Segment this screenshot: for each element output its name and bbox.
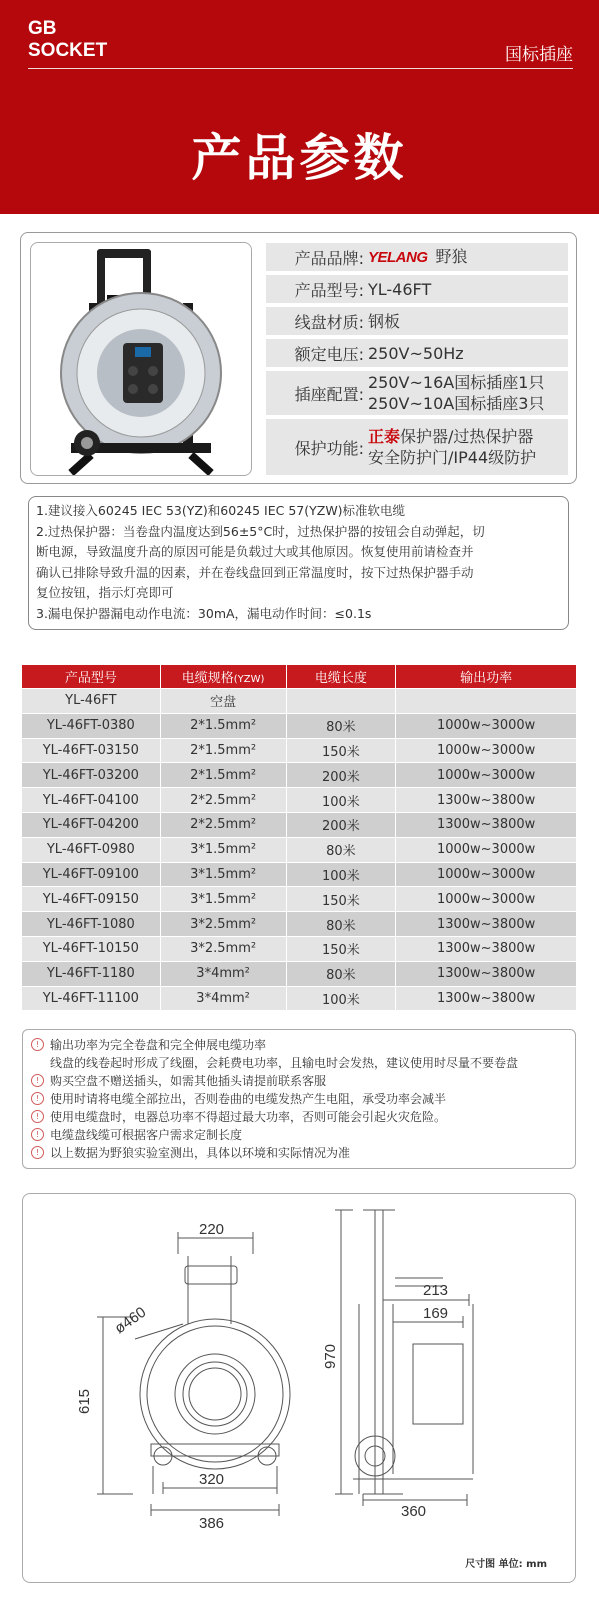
- note-line: 确认已排除导致升温的因素，并在卷线盘回到正常温度时，按下过热保护器手动: [36, 564, 474, 580]
- cell-model: YL-46FT-0380: [22, 713, 161, 738]
- cell-power: 1300w~3800w: [396, 812, 577, 837]
- spec-label: 产品品牌:: [294, 248, 364, 268]
- remark-text: 购买空盘不赠送插头，如需其他插头请提前联系客服: [50, 1074, 327, 1088]
- cell-length: 80米: [286, 961, 396, 986]
- remarks-panel: [22, 1029, 576, 1169]
- note-line: 复位按钮，指示灯亮即可: [36, 585, 174, 600]
- table-row: [22, 887, 577, 912]
- model-table: [21, 664, 577, 1011]
- cell-cable-spec: 3*2.5mm²: [160, 936, 286, 961]
- cell-model: YL-46FT-03150: [22, 738, 161, 763]
- spec-row-socket: [266, 371, 568, 415]
- cell-power: 1000w~3000w: [396, 862, 577, 887]
- spec-label: 额定电压:: [294, 344, 364, 364]
- spec-row-protection: [266, 419, 568, 475]
- dim-front-base-inner: 320: [199, 1471, 225, 1488]
- dim-front-base-outer: 386: [199, 1515, 225, 1532]
- cell-power: 1000w~3000w: [396, 887, 577, 912]
- note-line: 2.过热保护器：当卷盘内温度达到56±5°C时，过热保护器的按钮会自动弹起，切: [36, 523, 485, 539]
- warning-icon: !: [31, 1038, 44, 1051]
- cell-cable-spec: 3*1.5mm²: [160, 837, 286, 862]
- cell-model: YL-46FT-09100: [22, 862, 161, 887]
- dim-side-height: 970: [322, 1343, 339, 1369]
- dimension-caption: 尺寸图 单位: mm: [465, 1559, 547, 1570]
- warning-icon: !: [31, 1128, 44, 1141]
- spec-value: [364, 246, 468, 268]
- cell-model: YL-46FT-11100: [22, 986, 161, 1011]
- cell-length: 150米: [286, 738, 396, 763]
- spec-value: 250V~50Hz: [368, 343, 464, 363]
- cell-cable-spec: 2*1.5mm²: [160, 763, 286, 788]
- remark-item: [31, 1144, 575, 1162]
- col-header-model: 产品型号: [22, 665, 161, 689]
- cell-power: 1300w~3800w: [396, 788, 577, 813]
- brand-logo: [28, 18, 107, 62]
- cell-model: YL-46FT-1180: [22, 961, 161, 986]
- table-row: [22, 961, 577, 986]
- table-header-row: [22, 665, 577, 689]
- cell-power: 1000w~3000w: [396, 837, 577, 862]
- header-banner: [0, 0, 599, 214]
- table-row: [22, 912, 577, 937]
- brand-logo-text: YELANG: [368, 249, 428, 266]
- cell-model: YL-46FT: [22, 689, 161, 714]
- cell-length: 200米: [286, 812, 396, 837]
- protection-line-1: 保护器/过热保护器: [400, 427, 534, 446]
- cell-power: 1300w~3800w: [396, 912, 577, 937]
- dimension-drawing: [22, 1193, 576, 1583]
- remark-text: 电缆盘线缆可根据客户需求定制长度: [50, 1128, 243, 1142]
- spec-row-model: [266, 275, 568, 303]
- header-divider: [28, 68, 573, 69]
- warning-icon: !: [31, 1074, 44, 1087]
- spec-row-material: [266, 307, 568, 335]
- cell-length: 100米: [286, 862, 396, 887]
- remark-text: 使用时请将电缆全部拉出，否则卷曲的电缆发热产生电阻，承受功率会减半: [50, 1092, 447, 1106]
- page-title: 产品参数: [191, 129, 408, 187]
- table-row: [22, 936, 577, 961]
- col-header-power: 输出功率: [396, 665, 577, 689]
- cell-power: 1000w~3000w: [396, 763, 577, 788]
- protection-brand: 正泰: [368, 427, 401, 446]
- spec-value: 钢板: [368, 311, 401, 331]
- cell-model: YL-46FT-03200: [22, 763, 161, 788]
- remark-text: 使用电缆盘时，电器总功率不得超过最大功率，否则可能会引起火灾危险。: [50, 1110, 447, 1124]
- brand-name: 野狼: [435, 247, 468, 266]
- cable-spec-label: 电缆规格: [181, 671, 234, 686]
- table-row: [22, 837, 577, 862]
- spec-value: YL-46FT: [368, 279, 432, 299]
- remark-item: [31, 1108, 575, 1126]
- cell-cable-spec: 2*2.5mm²: [160, 812, 286, 837]
- cell-cable-spec: 3*1.5mm²: [160, 862, 286, 887]
- note-line: 断电源，导致温度升高的原因可能是负载过大或其他原因。恢复使用前请检查并: [36, 544, 474, 559]
- spec-label: 线盘材质:: [294, 312, 364, 332]
- product-spec-panel: [20, 232, 577, 484]
- warning-icon: !: [31, 1110, 44, 1123]
- socket-config-1: 250V~16A国标插座1只: [368, 373, 545, 392]
- socket-config-2: 250V~10A国标插座3只: [368, 394, 545, 413]
- cell-length: 80米: [286, 912, 396, 937]
- spec-value: [364, 426, 536, 468]
- protection-line-2: 安全防护门/IP44级防护: [368, 448, 537, 467]
- cell-cable-spec: 3*4mm²: [160, 961, 286, 986]
- cell-length: 100米: [286, 788, 396, 813]
- table-row: [22, 738, 577, 763]
- table-row: [22, 763, 577, 788]
- cell-power: 1000w~3000w: [396, 713, 577, 738]
- table-row: [22, 812, 577, 837]
- spec-row-voltage: [266, 339, 568, 367]
- cell-power: 1300w~3800w: [396, 986, 577, 1011]
- table-row: [22, 713, 577, 738]
- spec-label: 产品型号:: [294, 280, 364, 300]
- cell-length: [286, 689, 396, 714]
- cell-cable-spec: 2*2.5mm²: [160, 788, 286, 813]
- remark-item: [31, 1090, 575, 1108]
- warning-icon: !: [31, 1092, 44, 1105]
- cell-length: 150米: [286, 936, 396, 961]
- cell-cable-spec: 3*4mm²: [160, 986, 286, 1011]
- dim-front-diameter: ø460: [111, 1303, 150, 1338]
- note-line: 1.建议接入60245 IEC 53(YZ)和60245 IEC 57(YZW)标准软电缆: [36, 503, 406, 518]
- table-row: [22, 689, 577, 714]
- cell-model: YL-46FT-04200: [22, 812, 161, 837]
- cell-model: YL-46FT-04100: [22, 788, 161, 813]
- cell-cable-spec: 2*1.5mm²: [160, 738, 286, 763]
- cell-power: [396, 689, 577, 714]
- warning-icon: !: [31, 1146, 44, 1159]
- brand-line-1: GB: [28, 18, 57, 39]
- spec-row-brand: [266, 243, 568, 271]
- col-header-length: 电缆长度: [286, 665, 396, 689]
- remark-subtext: 线盘的线卷起时形成了线圈，会耗费电功率，且输电时会发热，建议使用时尽量不要卷盘: [50, 1056, 519, 1070]
- notes-panel: [28, 496, 569, 630]
- header-category: 国标插座: [505, 45, 573, 65]
- table-row: [22, 788, 577, 813]
- cell-cable-spec: 3*1.5mm²: [160, 887, 286, 912]
- product-image: [30, 242, 252, 476]
- cell-power: 1300w~3800w: [396, 936, 577, 961]
- dim-side-width-2: 169: [423, 1305, 449, 1322]
- table-row: [22, 862, 577, 887]
- cell-length: 80米: [286, 837, 396, 862]
- remark-item: [31, 1072, 575, 1090]
- cell-length: 100米: [286, 986, 396, 1011]
- spec-value: [364, 372, 544, 414]
- cell-length: 200米: [286, 763, 396, 788]
- dimension-svg: [23, 1194, 577, 1584]
- col-header-cable: [160, 665, 286, 689]
- cell-cable-spec: 空盘: [160, 689, 286, 714]
- cell-length: 80米: [286, 713, 396, 738]
- dim-side-width-1: 213: [423, 1282, 449, 1299]
- cell-model: YL-46FT-0980: [22, 837, 161, 862]
- spec-label: 插座配置:: [294, 384, 364, 404]
- dim-front-height: 615: [76, 1388, 93, 1414]
- note-line: 3.漏电保护器漏电动作电流：30mA，漏电动作时间：≤0.1s: [36, 605, 372, 621]
- cell-model: YL-46FT-1080: [22, 912, 161, 937]
- cell-cable-spec: 2*1.5mm²: [160, 713, 286, 738]
- remark-item: [31, 1126, 575, 1144]
- dim-side-base: 360: [401, 1503, 427, 1520]
- cell-length: 150米: [286, 887, 396, 912]
- remark-text: 以上数据为野狼实验室测出，具体以环境和实际情况为准: [50, 1146, 351, 1160]
- cell-cable-spec: 3*2.5mm²: [160, 912, 286, 937]
- cell-model: YL-46FT-09150: [22, 887, 161, 912]
- dim-front-top-width: 220: [199, 1221, 225, 1238]
- cell-power: 1000w~3000w: [396, 738, 577, 763]
- cable-spec-unit: (YZW): [233, 674, 265, 685]
- table-row: [22, 986, 577, 1011]
- cell-model: YL-46FT-10150: [22, 936, 161, 961]
- cell-power: 1300w~3800w: [396, 961, 577, 986]
- remark-text: 输出功率为完全卷盘和完全伸展电缆功率: [50, 1038, 267, 1052]
- brand-line-2: SOCKET: [28, 40, 108, 61]
- remark-item: [31, 1036, 575, 1054]
- spec-label: 保护功能:: [294, 438, 364, 458]
